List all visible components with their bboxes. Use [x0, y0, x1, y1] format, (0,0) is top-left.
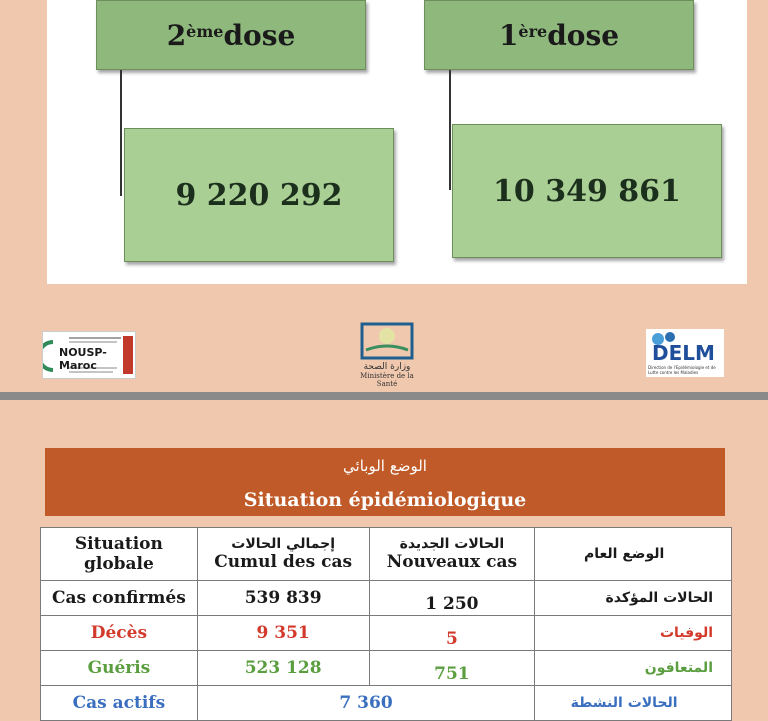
row-confirmes-cumul: 539 839: [197, 581, 369, 616]
header-cumul-ar: إجمالي الحالات: [231, 536, 336, 552]
row-deces-nouveaux: [369, 616, 535, 651]
row-deces-ar: الوفيات: [535, 616, 732, 651]
dose1-value-box: [452, 124, 722, 258]
dose1-header: [424, 0, 694, 70]
row-confirmes-label: Cas confirmés: [41, 581, 198, 616]
header-cumul-fr: Cumul des cas: [214, 552, 353, 572]
header-cumul: [197, 528, 369, 581]
ministry-logo: [352, 322, 422, 386]
delm-subtitle: Direction de l'Epidémiologie et de Lutte contre les Maladies: [648, 365, 716, 375]
table-header-row: [41, 528, 732, 581]
row-actifs-value: 7 360: [197, 686, 534, 721]
row-gueris-label: Guéris: [41, 651, 198, 686]
header-situation-globale: Situation globale: [41, 528, 198, 581]
row-deces-label: Décès: [41, 616, 198, 651]
dose2-label-sup: ème: [186, 21, 224, 41]
table-row: [41, 686, 732, 721]
row-confirmes-ar: الحالات المؤكدة: [535, 581, 732, 616]
dose2-label-suffix: dose: [223, 18, 296, 52]
header-nouveaux: [369, 528, 535, 581]
row-actifs-label: Cas actifs: [41, 686, 198, 721]
row-gueris-nouveaux: [369, 651, 535, 686]
header-situation-ar: الوضع العام: [535, 528, 732, 581]
dose1-connector: [449, 70, 451, 190]
ministry-name-ar: وزارة الصحة: [363, 362, 411, 372]
delm-name: DELM: [652, 341, 715, 365]
page-divider: [0, 392, 768, 400]
header-nouveaux-fr: Nouveaux cas: [386, 552, 518, 572]
nousp-logo: [42, 331, 136, 379]
table-row: [41, 651, 732, 686]
table-row: [41, 581, 732, 616]
ministry-logo-graphic: [352, 322, 422, 362]
dose1-label-sup: ère: [518, 21, 548, 41]
situation-banner: [45, 448, 725, 516]
row-deces-nouveaux-value: 5: [445, 629, 458, 649]
ministry-name-fr: Ministère de la Santé: [360, 372, 414, 388]
dose2-value: 9 220 292: [175, 177, 343, 213]
dose2-header: [96, 0, 366, 70]
dose1-value: 10 349 861: [493, 173, 681, 209]
table-row: [41, 616, 732, 651]
dose2-connector: [120, 70, 122, 196]
dose1-label-prefix: 1: [498, 18, 519, 52]
header-nouveaux-ar: الحالات الجديدة: [399, 536, 505, 552]
situation-table: [40, 527, 732, 721]
row-gueris-ar: المتعافون: [535, 651, 732, 686]
row-gueris-nouveaux-value: 751: [434, 664, 470, 684]
row-gueris-cumul: 523 128: [197, 651, 369, 686]
nousp-logo-text: NOUSP-Maroc: [59, 346, 107, 372]
row-confirmes-nouveaux-value: 1 250: [425, 594, 479, 614]
dose2-label-prefix: 2: [166, 18, 187, 52]
banner-title-fr: Situation épidémiologique: [243, 489, 527, 511]
row-confirmes-nouveaux: [369, 581, 535, 616]
dose1-label-suffix: dose: [547, 18, 620, 52]
delm-logo: [646, 329, 724, 377]
dose2-value-box: [124, 128, 394, 262]
row-actifs-ar: الحالات النشطة: [535, 686, 732, 721]
row-deces-cumul: 9 351: [197, 616, 369, 651]
banner-title-ar: الوضع الوبائي: [343, 457, 427, 475]
